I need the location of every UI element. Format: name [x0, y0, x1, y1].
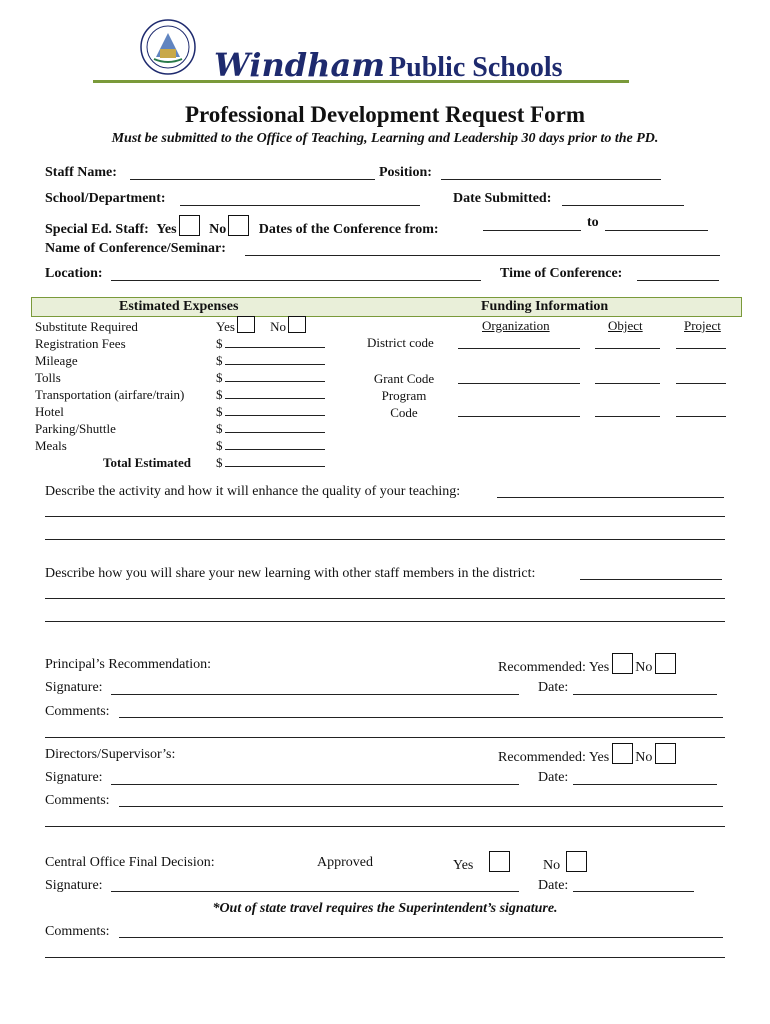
describe-activity-label: Describe the activity and how it will enhance the quality of your teaching:	[45, 484, 461, 499]
central-approved-label: Approved	[317, 855, 373, 870]
date-submitted-label: Date Submitted:	[453, 191, 552, 206]
district-code-label: District code	[367, 335, 434, 350]
brand-script: Windham	[214, 46, 386, 84]
describe-activity-field[interactable]	[497, 497, 724, 498]
central-comments-field[interactable]	[119, 937, 723, 938]
program-label: Program	[381, 388, 427, 403]
special-ed-row	[45, 215, 439, 238]
position-field[interactable]	[441, 179, 661, 180]
director-signature-label: Signature:	[45, 770, 103, 785]
position-label: Position:	[379, 165, 432, 180]
special-ed-yes-label: Yes	[156, 222, 177, 237]
substitute-yes-no	[216, 316, 308, 335]
amount-field[interactable]: $	[216, 420, 325, 437]
substitute-yes-label: Yes	[216, 319, 235, 334]
form-subtitle: Must be submitted to the Office of Teaching, Learning and Leadership 30 days prior to the PD.	[111, 131, 659, 146]
special-ed-no-label: No	[209, 222, 227, 237]
principal-signature-field[interactable]	[111, 694, 519, 695]
substitute-no-checkbox[interactable]	[288, 316, 306, 333]
central-yes	[453, 851, 512, 874]
funding-header: Funding Information	[481, 299, 609, 314]
header-rule	[93, 80, 629, 83]
central-signature-label: Signature:	[45, 878, 103, 893]
central-no-label: No	[543, 858, 561, 873]
describe-share-line-2[interactable]	[45, 598, 725, 599]
central-signature-field[interactable]	[111, 891, 519, 892]
expenses-header: Estimated Expenses	[119, 299, 239, 314]
district-project-field[interactable]	[676, 348, 726, 349]
central-date-label: Date:	[538, 878, 569, 893]
describe-activity-line-3[interactable]	[45, 539, 725, 540]
director-label: Directors/Supervisor’s:	[45, 747, 176, 762]
amount-field[interactable]: $	[216, 437, 325, 454]
brand-wordmark	[214, 46, 563, 82]
grant-code-label: Grant Code	[373, 371, 435, 386]
central-label: Central Office Final Decision:	[45, 855, 215, 870]
special-ed-no-checkbox[interactable]	[228, 215, 249, 236]
code-label: Code	[390, 405, 418, 420]
director-no-checkbox[interactable]	[655, 743, 676, 764]
director-signature-field[interactable]	[111, 784, 519, 785]
location-field[interactable]	[111, 280, 481, 281]
amount-field[interactable]: $	[216, 369, 325, 386]
total-estimated-label: Total Estimated	[103, 455, 191, 470]
principal-date-label: Date:	[538, 680, 569, 695]
director-date-label: Date:	[538, 770, 569, 785]
director-comments-field[interactable]	[119, 806, 723, 807]
central-date-field[interactable]	[573, 891, 694, 892]
col-object: Object	[608, 318, 643, 333]
location-label: Location:	[45, 266, 103, 281]
amount-field[interactable]: $	[216, 352, 325, 369]
dates-from-field[interactable]	[483, 230, 581, 231]
expense-item: Mileage	[35, 353, 78, 368]
form-title: Professional Development Request Form	[184, 102, 586, 127]
grant-project-field[interactable]	[676, 383, 726, 384]
principal-comments-label: Comments:	[45, 704, 110, 719]
director-yes-label: Recommended: Yes	[498, 750, 610, 765]
grant-code-block	[367, 370, 441, 421]
district-org-field[interactable]	[458, 348, 580, 349]
total-amount-field[interactable]: $	[216, 454, 325, 471]
describe-activity-line-2[interactable]	[45, 516, 725, 517]
expense-amounts	[216, 335, 325, 471]
central-comments-line-2[interactable]	[45, 957, 725, 958]
substitute-no-label: No	[270, 319, 287, 334]
district-object-field[interactable]	[595, 348, 660, 349]
central-yes-checkbox[interactable]	[489, 851, 510, 872]
director-no-label: No	[635, 750, 653, 765]
conference-name-label: Name of Conference/Seminar:	[45, 241, 226, 256]
col-organization: Organization	[482, 318, 550, 333]
special-ed-yes-checkbox[interactable]	[179, 215, 200, 236]
principal-date-field[interactable]	[573, 694, 717, 695]
school-dept-field[interactable]	[180, 205, 420, 206]
director-date-field[interactable]	[573, 784, 717, 785]
central-no-checkbox[interactable]	[566, 851, 587, 872]
superintendent-note: *Out of state travel requires the Superintendent’s signature.	[212, 901, 558, 916]
principal-recommend	[498, 653, 678, 676]
central-no	[543, 851, 589, 874]
school-dept-label: School/Department:	[45, 191, 166, 206]
program-project-field[interactable]	[676, 416, 726, 417]
dates-to-label: to	[587, 215, 599, 230]
amount-field[interactable]: $	[216, 386, 325, 403]
director-recommend	[498, 743, 678, 766]
amount-field[interactable]: $	[216, 403, 325, 420]
expense-item: Registration Fees	[35, 336, 126, 351]
describe-share-label: Describe how you will share your new learning with other staff members in the district:	[45, 566, 536, 581]
grant-object-field[interactable]	[595, 383, 660, 384]
conference-name-field[interactable]	[245, 255, 720, 256]
principal-comments-line-2[interactable]	[45, 737, 725, 738]
program-org-field[interactable]	[458, 416, 580, 417]
staff-name-label: Staff Name:	[45, 165, 117, 180]
expense-labels	[35, 318, 191, 471]
substitute-yes-checkbox[interactable]	[237, 316, 255, 333]
dates-from-label: Dates of the Conference from:	[258, 222, 439, 237]
time-field[interactable]	[637, 280, 719, 281]
describe-share-line-3[interactable]	[45, 621, 725, 622]
expense-item: Substitute Required	[35, 319, 138, 334]
expense-item: Transportation (airfare/train)	[35, 387, 185, 402]
director-comments-line-2[interactable]	[45, 826, 725, 827]
describe-share-field[interactable]	[580, 579, 722, 580]
amount-field[interactable]: $	[216, 335, 325, 352]
expense-item: Meals	[35, 438, 67, 453]
central-yes-label: Yes	[453, 858, 474, 873]
time-label: Time of Conference:	[500, 266, 623, 281]
principal-no-checkbox[interactable]	[655, 653, 676, 674]
expense-item: Tolls	[35, 370, 61, 385]
director-yes-checkbox[interactable]	[612, 743, 633, 764]
district-seal-logo	[140, 19, 196, 75]
principal-yes-label: Recommended: Yes	[498, 660, 610, 675]
dates-to-field[interactable]	[605, 230, 708, 231]
principal-no-label: No	[635, 660, 653, 675]
program-object-field[interactable]	[595, 416, 660, 417]
director-comments-label: Comments:	[45, 793, 110, 808]
expense-item: Parking/Shuttle	[35, 421, 116, 436]
date-submitted-field[interactable]	[562, 205, 684, 206]
staff-name-field[interactable]	[130, 179, 375, 180]
expense-item: Hotel	[35, 404, 64, 419]
principal-comments-field[interactable]	[119, 717, 723, 718]
principal-yes-checkbox[interactable]	[612, 653, 633, 674]
central-comments-label: Comments:	[45, 924, 110, 939]
special-ed-label: Special Ed. Staff:	[45, 222, 149, 237]
grant-org-field[interactable]	[458, 383, 580, 384]
col-project: Project	[684, 318, 721, 333]
principal-signature-label: Signature:	[45, 680, 103, 695]
principal-label: Principal’s Recommendation:	[45, 657, 212, 672]
brand-rest: Public Schools	[389, 52, 563, 83]
